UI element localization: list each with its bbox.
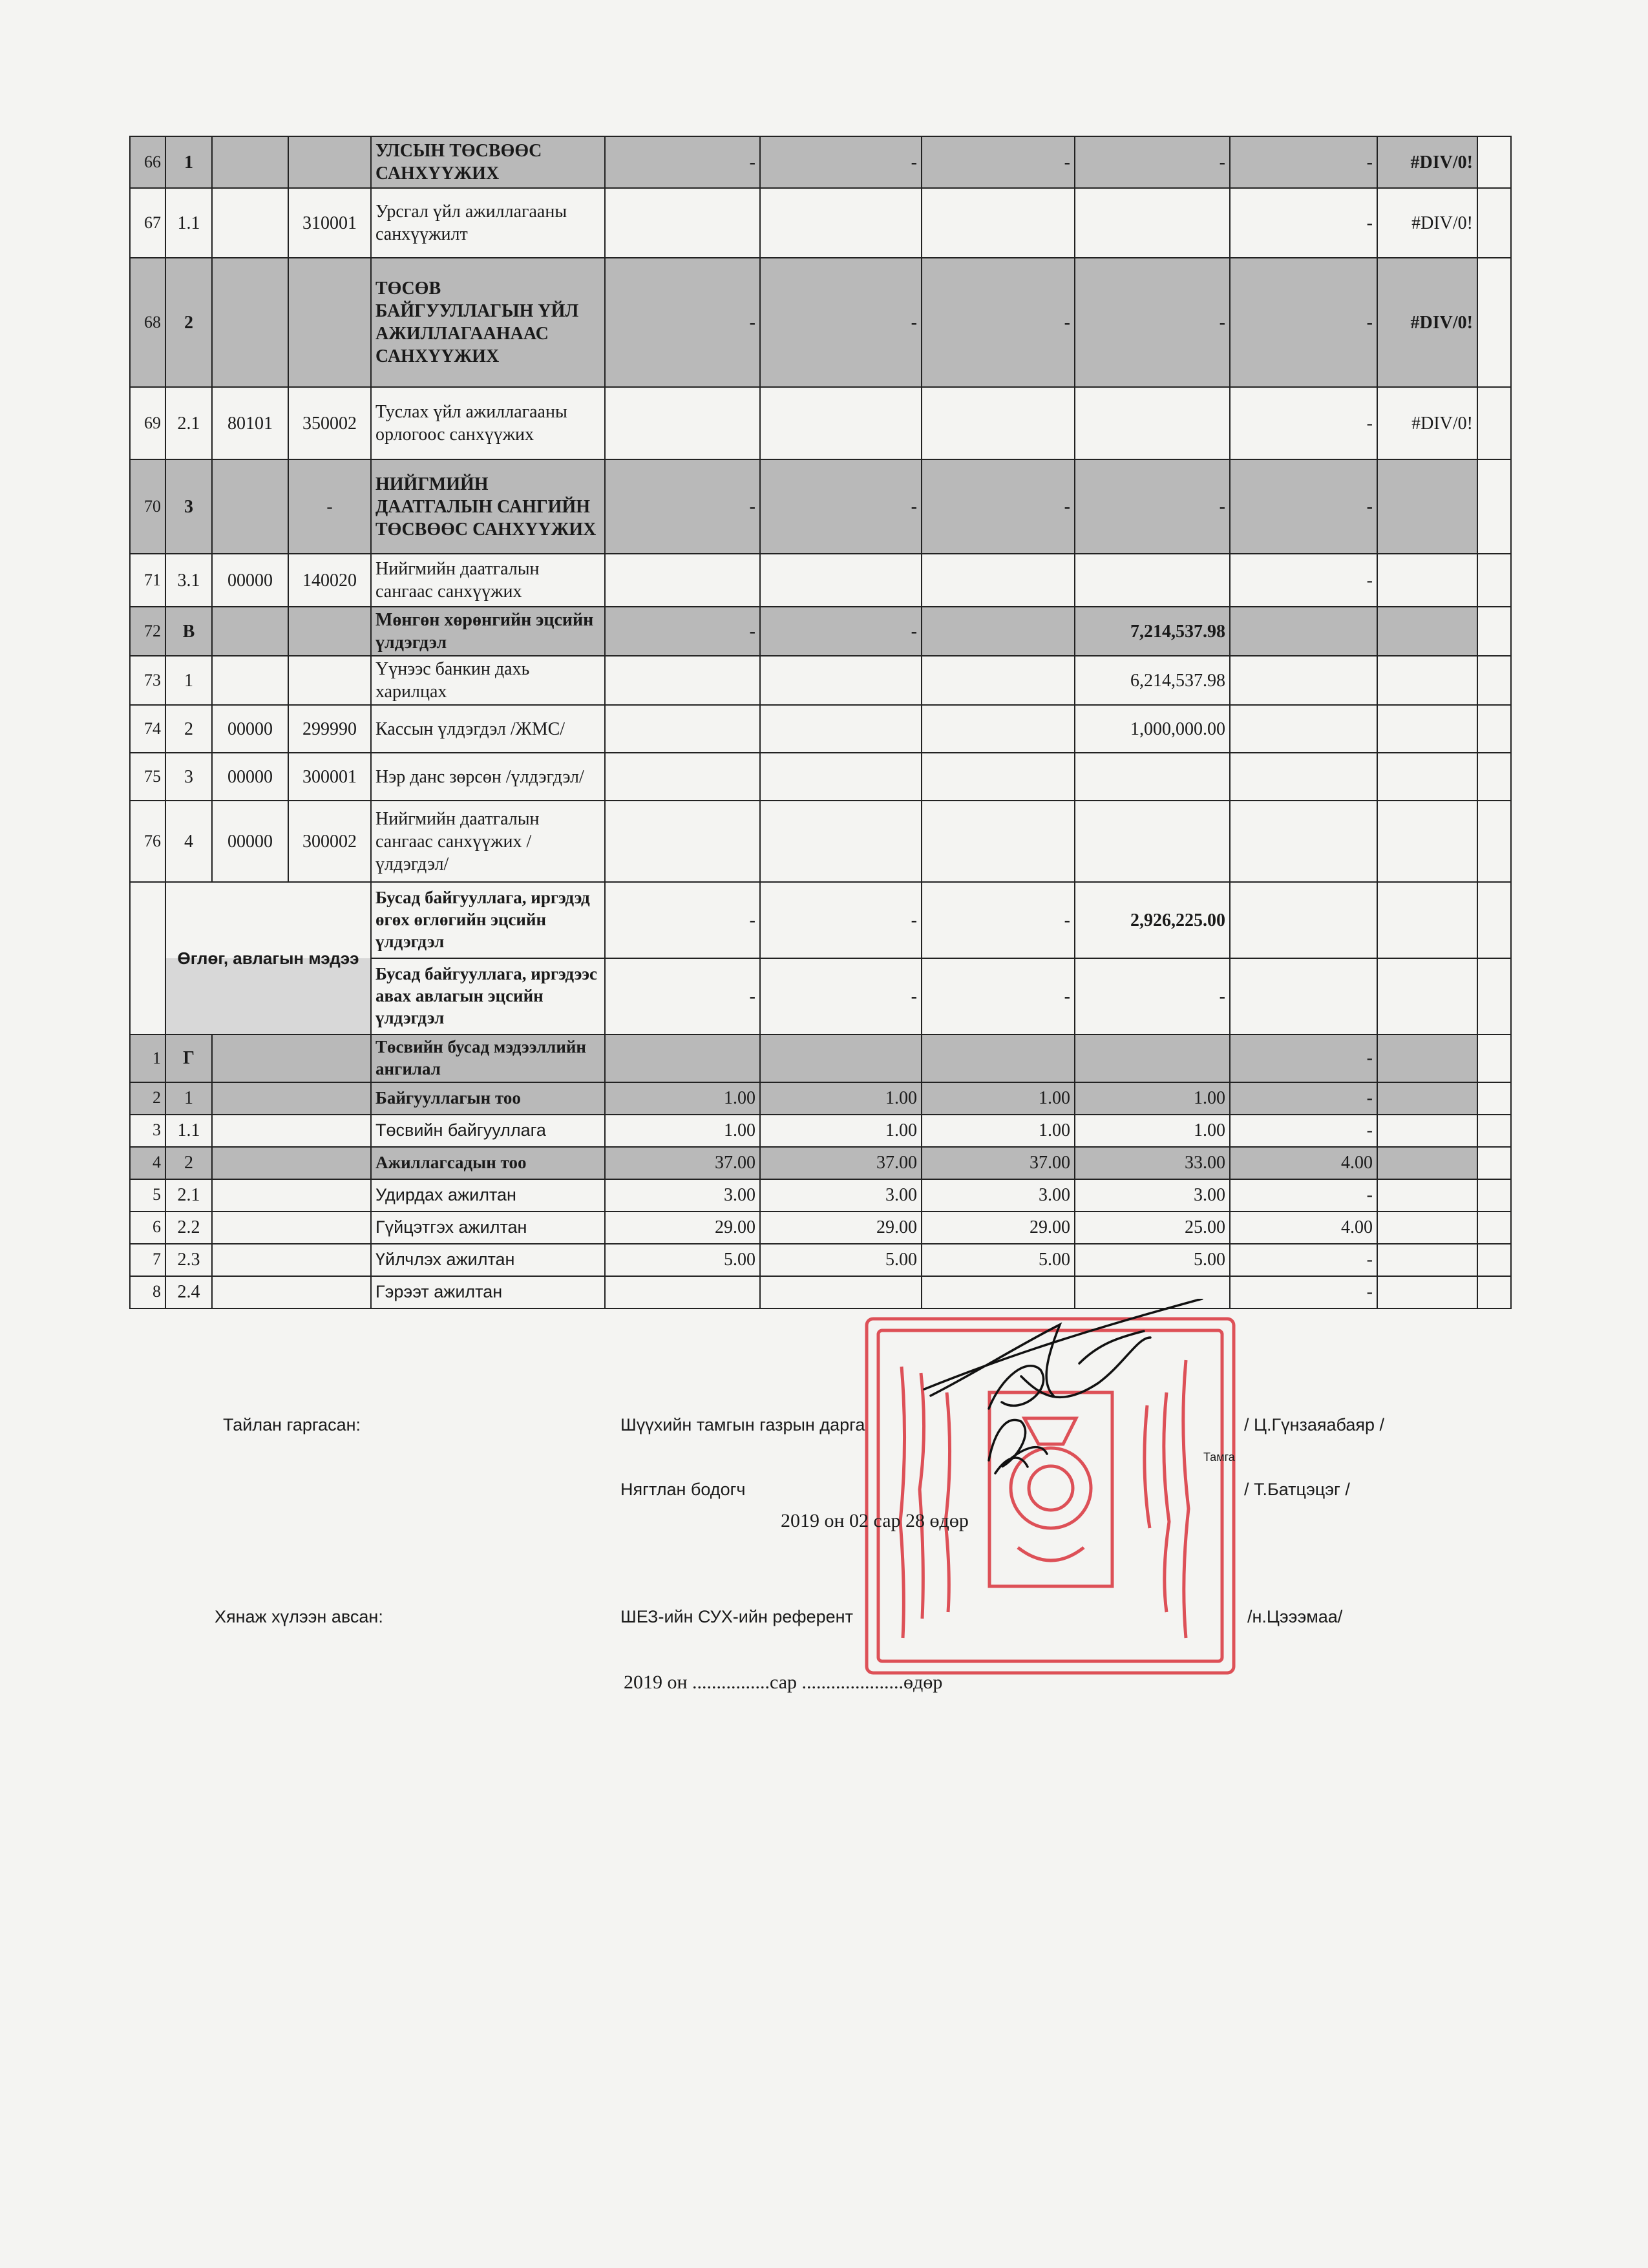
row-value: 3.00 (922, 1179, 1075, 1212)
row-value: 4.00 (1230, 1147, 1377, 1179)
row-number: 4 (130, 1147, 165, 1179)
row-value: 3.00 (605, 1179, 760, 1212)
row-label: Төсвийн бусад мэдээллийн ангилал (371, 1034, 605, 1082)
row-ratio (1377, 1276, 1477, 1308)
table-row (130, 1115, 1511, 1147)
row-account: 350002 (288, 387, 371, 459)
table-row (130, 1244, 1511, 1276)
row-subcode (212, 1276, 371, 1308)
accountant-position: Нягтлан бодогч (620, 1480, 746, 1499)
row-account: 140020 (288, 554, 371, 607)
row-end (1477, 1147, 1511, 1179)
row-value (605, 1276, 760, 1308)
receivables-label: Бусад байгууллага, иргэдэд өгөх өглөгийн эцсийн үлдэгдэл (371, 882, 605, 958)
row-number: 68 (130, 258, 165, 387)
row-code: 3.1 (165, 554, 212, 607)
table-row (130, 656, 1511, 705)
row-number: 1 (130, 1034, 165, 1082)
row-value (760, 656, 922, 705)
row-subcode (212, 1115, 371, 1147)
row-end (1477, 1212, 1511, 1244)
row-value (1075, 188, 1230, 258)
row-value: 7,214,537.98 (1075, 607, 1230, 656)
prepared-by-label: Тайлан гаргасан: (223, 1415, 361, 1434)
row-label: Гүйцэтгэх ажилтан (371, 1212, 605, 1244)
row-end (1477, 258, 1511, 387)
row-value: 3.00 (760, 1179, 922, 1212)
row-subcode: 00000 (212, 753, 288, 801)
row-subcode (212, 1179, 371, 1212)
row-number: 73 (130, 656, 165, 705)
row-label: УЛСЫН ТӨСВӨӨС САНХҮҮЖИХ (371, 136, 605, 188)
row-code: 2 (165, 1147, 212, 1179)
row-value: - (1230, 136, 1377, 188)
row-ratio: #DIV/0! (1377, 136, 1477, 188)
row-value: - (1230, 1115, 1377, 1147)
row-account: 310001 (288, 188, 371, 258)
row-value: 3.00 (1075, 1179, 1230, 1212)
row-code: 1 (165, 1082, 212, 1115)
row-value: - (922, 459, 1075, 554)
row-account (288, 656, 371, 705)
receivables-value: - (922, 882, 1075, 958)
table-row (130, 459, 1511, 554)
row-code: 1.1 (165, 188, 212, 258)
row-value: - (1075, 459, 1230, 554)
head-position: Шүүхийн тамгын газрын дарга (620, 1415, 865, 1434)
row-label: Байгууллагын тоо (371, 1082, 605, 1115)
row-value: - (1075, 258, 1230, 387)
row-subcode: 80101 (212, 387, 288, 459)
row-value (1230, 656, 1377, 705)
receivables-value: - (605, 958, 760, 1034)
row-number: 76 (130, 801, 165, 882)
row-code: Г (165, 1034, 212, 1082)
row-value (1230, 607, 1377, 656)
row-value: 25.00 (1075, 1212, 1230, 1244)
row-label: Гэрээт ажилтан (371, 1276, 605, 1308)
row-number: 72 (130, 607, 165, 656)
row-value: 5.00 (605, 1244, 760, 1276)
row-ratio (1377, 1212, 1477, 1244)
row-code: 2 (165, 705, 212, 753)
row-value (605, 188, 760, 258)
reviewer-name: /н.Цэээмаа/ (1247, 1607, 1343, 1626)
row-subcode (212, 1034, 371, 1082)
row-end (1477, 188, 1511, 258)
row-value: - (922, 136, 1075, 188)
table-row (130, 1212, 1511, 1244)
row-ratio: #DIV/0! (1377, 258, 1477, 387)
row-ratio (1377, 1244, 1477, 1276)
row-value: 1.00 (922, 1115, 1075, 1147)
row-account (288, 258, 371, 387)
table-row (130, 136, 1511, 188)
row-number: 8 (130, 1276, 165, 1308)
row-value: 37.00 (922, 1147, 1075, 1179)
row-value (760, 188, 922, 258)
row-code: 2.1 (165, 387, 212, 459)
row-code: 2.4 (165, 1276, 212, 1308)
row-ratio (1377, 459, 1477, 554)
row-number: 75 (130, 753, 165, 801)
row-value: 29.00 (605, 1212, 760, 1244)
row-end (1477, 1034, 1511, 1082)
row-value (605, 656, 760, 705)
row-subcode (212, 459, 288, 554)
row-value: 1.00 (760, 1082, 922, 1115)
row-label: Үйлчлэх ажилтан (371, 1244, 605, 1276)
row-code: 4 (165, 801, 212, 882)
receivables-value: - (605, 882, 760, 958)
row-value: 1.00 (1075, 1082, 1230, 1115)
receivables-value: 2,926,225.00 (1075, 882, 1230, 958)
row-account: 300002 (288, 801, 371, 882)
row-value (760, 387, 922, 459)
row-value (605, 801, 760, 882)
row-end (1477, 753, 1511, 801)
row-subcode (212, 188, 288, 258)
row-end (1477, 607, 1511, 656)
row-number: 3 (130, 1115, 165, 1147)
row-value (1075, 387, 1230, 459)
row-value (760, 801, 922, 882)
row-value: 5.00 (922, 1244, 1075, 1276)
row-subcode (212, 136, 288, 188)
handwritten-signature (892, 1299, 1228, 1531)
row-value: 1.00 (605, 1115, 760, 1147)
row-value: 37.00 (760, 1147, 922, 1179)
row-account: 300001 (288, 753, 371, 801)
row-account (288, 136, 371, 188)
row-code: 2.2 (165, 1212, 212, 1244)
row-value: - (1230, 258, 1377, 387)
row-value (922, 607, 1075, 656)
row-value: 1.00 (605, 1082, 760, 1115)
row-value (760, 705, 922, 753)
table-row (130, 607, 1511, 656)
row-label: Туслах үйл ажиллагааны орлогоос санхүүжих (371, 387, 605, 459)
row-subcode (212, 1212, 371, 1244)
row-number: 66 (130, 136, 165, 188)
row-label: Төсвийн байгууллага (371, 1115, 605, 1147)
row-code: 3 (165, 459, 212, 554)
row-label: Нэр данс зөрсөн /үлдэгдэл/ (371, 753, 605, 801)
row-value: - (760, 258, 922, 387)
row-number: 67 (130, 188, 165, 258)
row-value: - (605, 459, 760, 554)
row-value: - (1230, 1034, 1377, 1082)
row-value: 33.00 (1075, 1147, 1230, 1179)
row-number: 5 (130, 1179, 165, 1212)
row-value (1075, 801, 1230, 882)
row-number: 2 (130, 1082, 165, 1115)
prepared-date: 2019 он 02 сар 28 өдөр (781, 1510, 969, 1531)
row-value (605, 705, 760, 753)
row-end (1477, 1276, 1511, 1308)
row-label: Ажиллагсадын тоо (371, 1147, 605, 1179)
receivables-row (130, 882, 1511, 958)
row-code: 1 (165, 656, 212, 705)
row-label: Удирдах ажилтан (371, 1179, 605, 1212)
row-number: 74 (130, 705, 165, 753)
receivables-value: - (1075, 958, 1230, 1034)
receivables-value: - (760, 958, 922, 1034)
row-value (922, 753, 1075, 801)
head-name: / Ц.Гүнзаяабаяр / (1244, 1415, 1385, 1434)
row-value (1075, 753, 1230, 801)
row-value: 4.00 (1230, 1212, 1377, 1244)
row-code: 2.1 (165, 1179, 212, 1212)
table-row (130, 387, 1511, 459)
review-date: 2019 он ................сар .....................өдөр (624, 1672, 943, 1693)
row-value (1230, 801, 1377, 882)
row-code: 2.3 (165, 1244, 212, 1276)
row-value (922, 188, 1075, 258)
row-ratio (1377, 1034, 1477, 1082)
row-label: Мөнгөн хөрөнгийн эцсийн үлдэгдэл (371, 607, 605, 656)
row-number: 69 (130, 387, 165, 459)
row-label: Урсгал үйл ажиллагааны санхүүжилт (371, 188, 605, 258)
row-label: Үүнээс банкин дахь харилцах (371, 656, 605, 705)
row-value: - (922, 258, 1075, 387)
row-ratio (1377, 1082, 1477, 1115)
row-value: 1.00 (922, 1082, 1075, 1115)
table-row (130, 258, 1511, 387)
row-subcode: 00000 (212, 705, 288, 753)
row-label: Кассын үлдэгдэл /ЖМС/ (371, 705, 605, 753)
row-empty (1230, 958, 1377, 1034)
row-value (605, 1034, 760, 1082)
row-subcode (212, 258, 288, 387)
table-row (130, 801, 1511, 882)
row-ratio (1377, 705, 1477, 753)
row-ratio: #DIV/0! (1377, 387, 1477, 459)
row-number (130, 882, 165, 1034)
row-code: 1 (165, 136, 212, 188)
table-row (130, 554, 1511, 607)
row-value (922, 656, 1075, 705)
row-value (922, 705, 1075, 753)
row-number: 7 (130, 1244, 165, 1276)
row-end (1477, 882, 1511, 958)
row-end (1477, 387, 1511, 459)
row-value: - (1230, 387, 1377, 459)
table-row (130, 1034, 1511, 1082)
table-row (130, 1147, 1511, 1179)
row-value: 29.00 (922, 1212, 1075, 1244)
row-end (1477, 1115, 1511, 1147)
row-value (922, 387, 1075, 459)
row-label: Нийгмийн даатгалын сангаас санхүүжих /үлдэгдэл/ (371, 801, 605, 882)
budget-table-body (130, 136, 1511, 1308)
row-number: 70 (130, 459, 165, 554)
receivables-label: Бусад байгууллага, иргэдээс авах авлагын эцсийн үлдэгдэл (371, 958, 605, 1034)
row-value: 1,000,000.00 (1075, 705, 1230, 753)
row-subcode (212, 1082, 371, 1115)
row-value: 5.00 (1075, 1244, 1230, 1276)
table-row (130, 705, 1511, 753)
row-label: НИЙГМИЙН ДААТГАЛЫН САНГИЙН ТӨСВӨӨС САНХҮҮЖИХ (371, 459, 605, 554)
budget-table (129, 136, 1512, 1309)
row-end (1477, 554, 1511, 607)
row-subcode (212, 1244, 371, 1276)
row-number: 71 (130, 554, 165, 607)
row-value: - (1230, 459, 1377, 554)
row-value: - (605, 136, 760, 188)
row-value: - (605, 258, 760, 387)
row-value (760, 554, 922, 607)
row-value (760, 753, 922, 801)
reviewer-position: ШЕЗ-ийн СУХ-ийн референт (620, 1607, 853, 1626)
row-subcode (212, 1147, 371, 1179)
row-end (1477, 958, 1511, 1034)
row-ratio (1377, 1147, 1477, 1179)
row-value: - (760, 607, 922, 656)
row-value (1075, 554, 1230, 607)
row-end (1477, 1179, 1511, 1212)
accountant-name: / Т.Батцэцэг / (1244, 1480, 1350, 1499)
row-subcode: 00000 (212, 801, 288, 882)
row-empty (1230, 882, 1377, 958)
row-value: 5.00 (760, 1244, 922, 1276)
row-value: - (1230, 1244, 1377, 1276)
row-code: 3 (165, 753, 212, 801)
row-value (605, 554, 760, 607)
row-label: Нийгмийн даатгалын сангаас санхүүжих (371, 554, 605, 607)
row-label: ТӨСӨВ БАЙГУУЛЛАГЫН ҮЙЛ АЖИЛЛАГААНААС САНХҮҮЖИХ (371, 258, 605, 387)
table-row (130, 1179, 1511, 1212)
row-account (288, 607, 371, 656)
row-value (922, 554, 1075, 607)
receivables-value: - (922, 958, 1075, 1034)
row-value (1075, 1034, 1230, 1082)
row-ratio (1377, 554, 1477, 607)
row-value (922, 801, 1075, 882)
row-account: 299990 (288, 705, 371, 753)
row-value (760, 1034, 922, 1082)
table-row (130, 1082, 1511, 1115)
row-value: 37.00 (605, 1147, 760, 1179)
row-end (1477, 801, 1511, 882)
row-subcode (212, 607, 288, 656)
row-value: - (760, 136, 922, 188)
row-value: 6,214,537.98 (1075, 656, 1230, 705)
row-value: - (760, 459, 922, 554)
table-row (130, 188, 1511, 258)
row-value: 29.00 (760, 1212, 922, 1244)
receivables-value: - (760, 882, 922, 958)
row-value: - (1075, 136, 1230, 188)
row-ratio (1377, 801, 1477, 882)
row-value: - (1230, 1179, 1377, 1212)
row-value (605, 387, 760, 459)
row-code: В (165, 607, 212, 656)
reviewed-by-label: Хянаж хүлээн авсан: (215, 1607, 383, 1626)
row-value (1230, 753, 1377, 801)
table-row (130, 1276, 1511, 1308)
row-ratio (1377, 753, 1477, 801)
row-end (1477, 136, 1511, 188)
row-end (1477, 1082, 1511, 1115)
stamp-note: Тамга (1203, 1451, 1235, 1464)
row-code: 1.1 (165, 1115, 212, 1147)
row-value: - (1230, 554, 1377, 607)
row-ratio (1377, 656, 1477, 705)
row-end (1477, 1244, 1511, 1276)
row-end (1477, 459, 1511, 554)
row-value: - (605, 607, 760, 656)
row-account: - (288, 459, 371, 554)
row-code: 2 (165, 258, 212, 387)
row-end (1477, 705, 1511, 753)
table-row (130, 753, 1511, 801)
row-value (1230, 705, 1377, 753)
row-empty (1377, 958, 1477, 1034)
row-ratio (1377, 1179, 1477, 1212)
row-value: - (1230, 188, 1377, 258)
row-subcode: 00000 (212, 554, 288, 607)
row-value: - (1230, 1276, 1377, 1308)
row-ratio (1377, 1115, 1477, 1147)
row-value: - (1230, 1082, 1377, 1115)
row-subcode (212, 656, 288, 705)
row-end (1477, 656, 1511, 705)
row-ratio (1377, 607, 1477, 656)
row-value: 1.00 (760, 1115, 922, 1147)
row-value (605, 753, 760, 801)
row-value (922, 1034, 1075, 1082)
receivables-group-label: Өглөг, авлагын мэдээ (165, 882, 371, 1034)
row-number: 6 (130, 1212, 165, 1244)
row-value: 1.00 (1075, 1115, 1230, 1147)
row-ratio: #DIV/0! (1377, 188, 1477, 258)
row-empty (1377, 882, 1477, 958)
